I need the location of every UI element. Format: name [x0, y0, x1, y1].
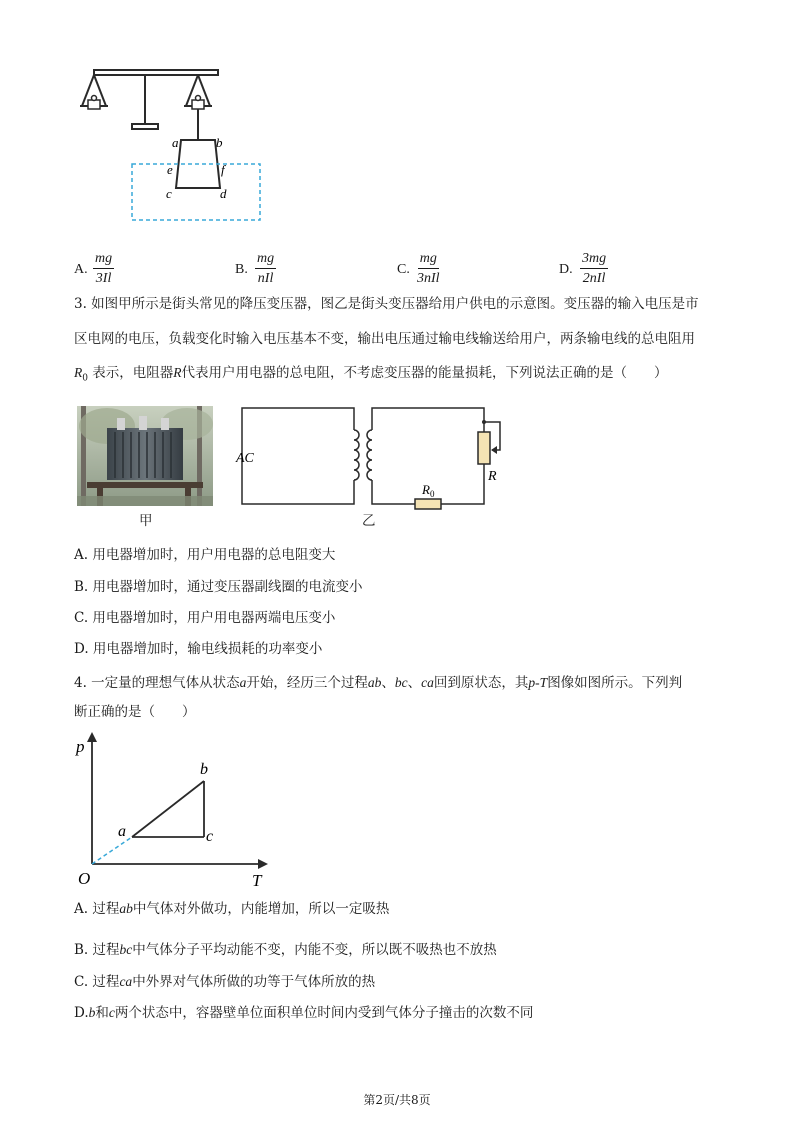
q3-option-d: D. 用电器增加时，输电线损耗的功率变小 — [74, 641, 323, 657]
numerator: mg — [93, 252, 114, 269]
circuit-r0-sub: 0 — [429, 489, 435, 499]
circuit-diagram — [230, 400, 510, 518]
q4-text: 图像如图所示。下列判 — [547, 675, 683, 691]
q4-option-text: 中气体分子平均动能不变，内能不变，所以既不吸热也不放热 — [132, 942, 497, 958]
q3-line3-text: 表示，电阻器 — [92, 365, 174, 381]
q3-stem-line2: 区电网的电压，负载变化时输入电压基本不变，输出电压通过输电线输送给用户，两条输电线的总电阻用 — [74, 331, 695, 347]
denominator: 3Il — [95, 271, 112, 286]
axis-t-label: T — [252, 871, 262, 890]
q4-option-text: 中外界对气体所做的功等于气体所放的热 — [132, 974, 376, 990]
q4-option-text: A. 过程 — [74, 901, 120, 917]
q3-option-a: A. 用电器增加时，用户用电器的总电阻变大 — [74, 547, 336, 563]
q4-option-text: C. 过程 — [74, 974, 120, 990]
q4-option-var: ca — [119, 974, 133, 989]
q2-option-c-fraction — [417, 252, 440, 286]
q4-stem-line1 — [74, 676, 682, 691]
q4-stem-line2: 断正确的是（ ） — [74, 704, 196, 720]
circuit-r-label: R — [488, 469, 497, 484]
q4-option-text: B. 过程 — [74, 942, 120, 958]
q4-process-ab: ab — [367, 675, 382, 690]
symbol-r: R — [173, 365, 182, 380]
q4-option-text: 中气体对外做功，内能增加，所以一定吸热 — [132, 901, 390, 917]
q4-option-var: c — [108, 1005, 115, 1020]
q2-option-a-label: A. — [74, 262, 88, 277]
label-a: a — [172, 135, 179, 150]
q4-text: 回到原状态，其 — [433, 675, 529, 691]
pt-graph — [70, 728, 280, 892]
q4-pt: p-T — [528, 675, 548, 690]
state-b-label: b — [200, 761, 208, 778]
q4-text: 4. 一定量的理想气体从状态 — [74, 675, 240, 691]
q4-option-text: D. — [74, 1005, 89, 1021]
photo-caption: 甲 — [139, 513, 153, 529]
q4-option-text: 和 — [95, 1005, 109, 1021]
denominator: 3nIl — [417, 271, 440, 286]
q3-line3-tail: 代表用户用电器的总电阻，不考虑变压器的能量损耗，下列说法正确的是（ ） — [181, 365, 668, 381]
circuit-r0-main: R — [422, 482, 430, 497]
q2-option-c-label: C. — [397, 262, 410, 277]
label-c: c — [166, 186, 172, 201]
q4-process-bc: bc — [394, 675, 408, 690]
q4-option-text: 两个状态中，容器壁单位面积单位时间内受到气体分子撞击的次数不同 — [114, 1005, 534, 1021]
state-c-label: c — [206, 828, 214, 845]
label-f: f — [221, 162, 225, 177]
label-b: b — [216, 135, 223, 150]
state-a-label: a — [118, 823, 126, 840]
q3-stem-line3 — [74, 366, 668, 384]
numerator: mg — [255, 252, 276, 269]
q4-sep: 、 — [381, 675, 395, 691]
q4-option-d — [74, 1006, 533, 1021]
q4-option-var: b — [88, 1005, 96, 1020]
q4-state-a: a — [239, 675, 247, 690]
numerator: mg — [418, 252, 439, 269]
q2-option-a-fraction — [93, 252, 114, 286]
q2-option-d-label: D. — [559, 262, 573, 277]
q4-option-c — [74, 975, 375, 990]
q4-option-b — [74, 943, 497, 958]
circuit-ac-label: AC — [236, 451, 254, 466]
q2-option-b-fraction — [255, 252, 276, 286]
q3-option-c: C. 用电器增加时，用户用电器两端电压变小 — [74, 610, 336, 626]
symbol-r0: R — [74, 365, 83, 380]
q3-option-b: B. 用电器增加时，通过变压器副线圈的电流变小 — [74, 579, 363, 595]
denominator: nIl — [257, 271, 274, 286]
q4-sep: 、 — [407, 675, 422, 691]
q4-option-var: ab — [119, 901, 133, 916]
label-d: d — [220, 186, 227, 201]
q4-process-ca: ca — [421, 675, 434, 690]
q4-option-a — [74, 902, 389, 917]
q4-text: 开始，经历三个过程 — [246, 675, 368, 691]
circuit-r0-label — [421, 482, 435, 499]
axis-p-label: p — [76, 737, 85, 756]
label-e: e — [167, 162, 173, 177]
circuit-caption: 乙 — [362, 513, 376, 529]
symbol-r0-sub: 0 — [82, 373, 88, 384]
numerator: 3mg — [580, 252, 608, 269]
denominator: 2nIl — [582, 271, 606, 286]
balance-figure — [70, 60, 270, 230]
q2-option-d-fraction — [580, 252, 608, 286]
q3-stem-line1: 3. 如图甲所示是街头常见的降压变压器，图乙是街头变压器给用户供电的示意图。变压器的输入电压是市 — [74, 296, 699, 312]
origin-label: O — [78, 869, 91, 888]
q4-option-var: bc — [119, 942, 133, 957]
q2-option-b-label: B. — [235, 262, 248, 277]
transformer-photo — [77, 406, 213, 506]
page-footer: 第2页/共8页 — [363, 1093, 431, 1107]
